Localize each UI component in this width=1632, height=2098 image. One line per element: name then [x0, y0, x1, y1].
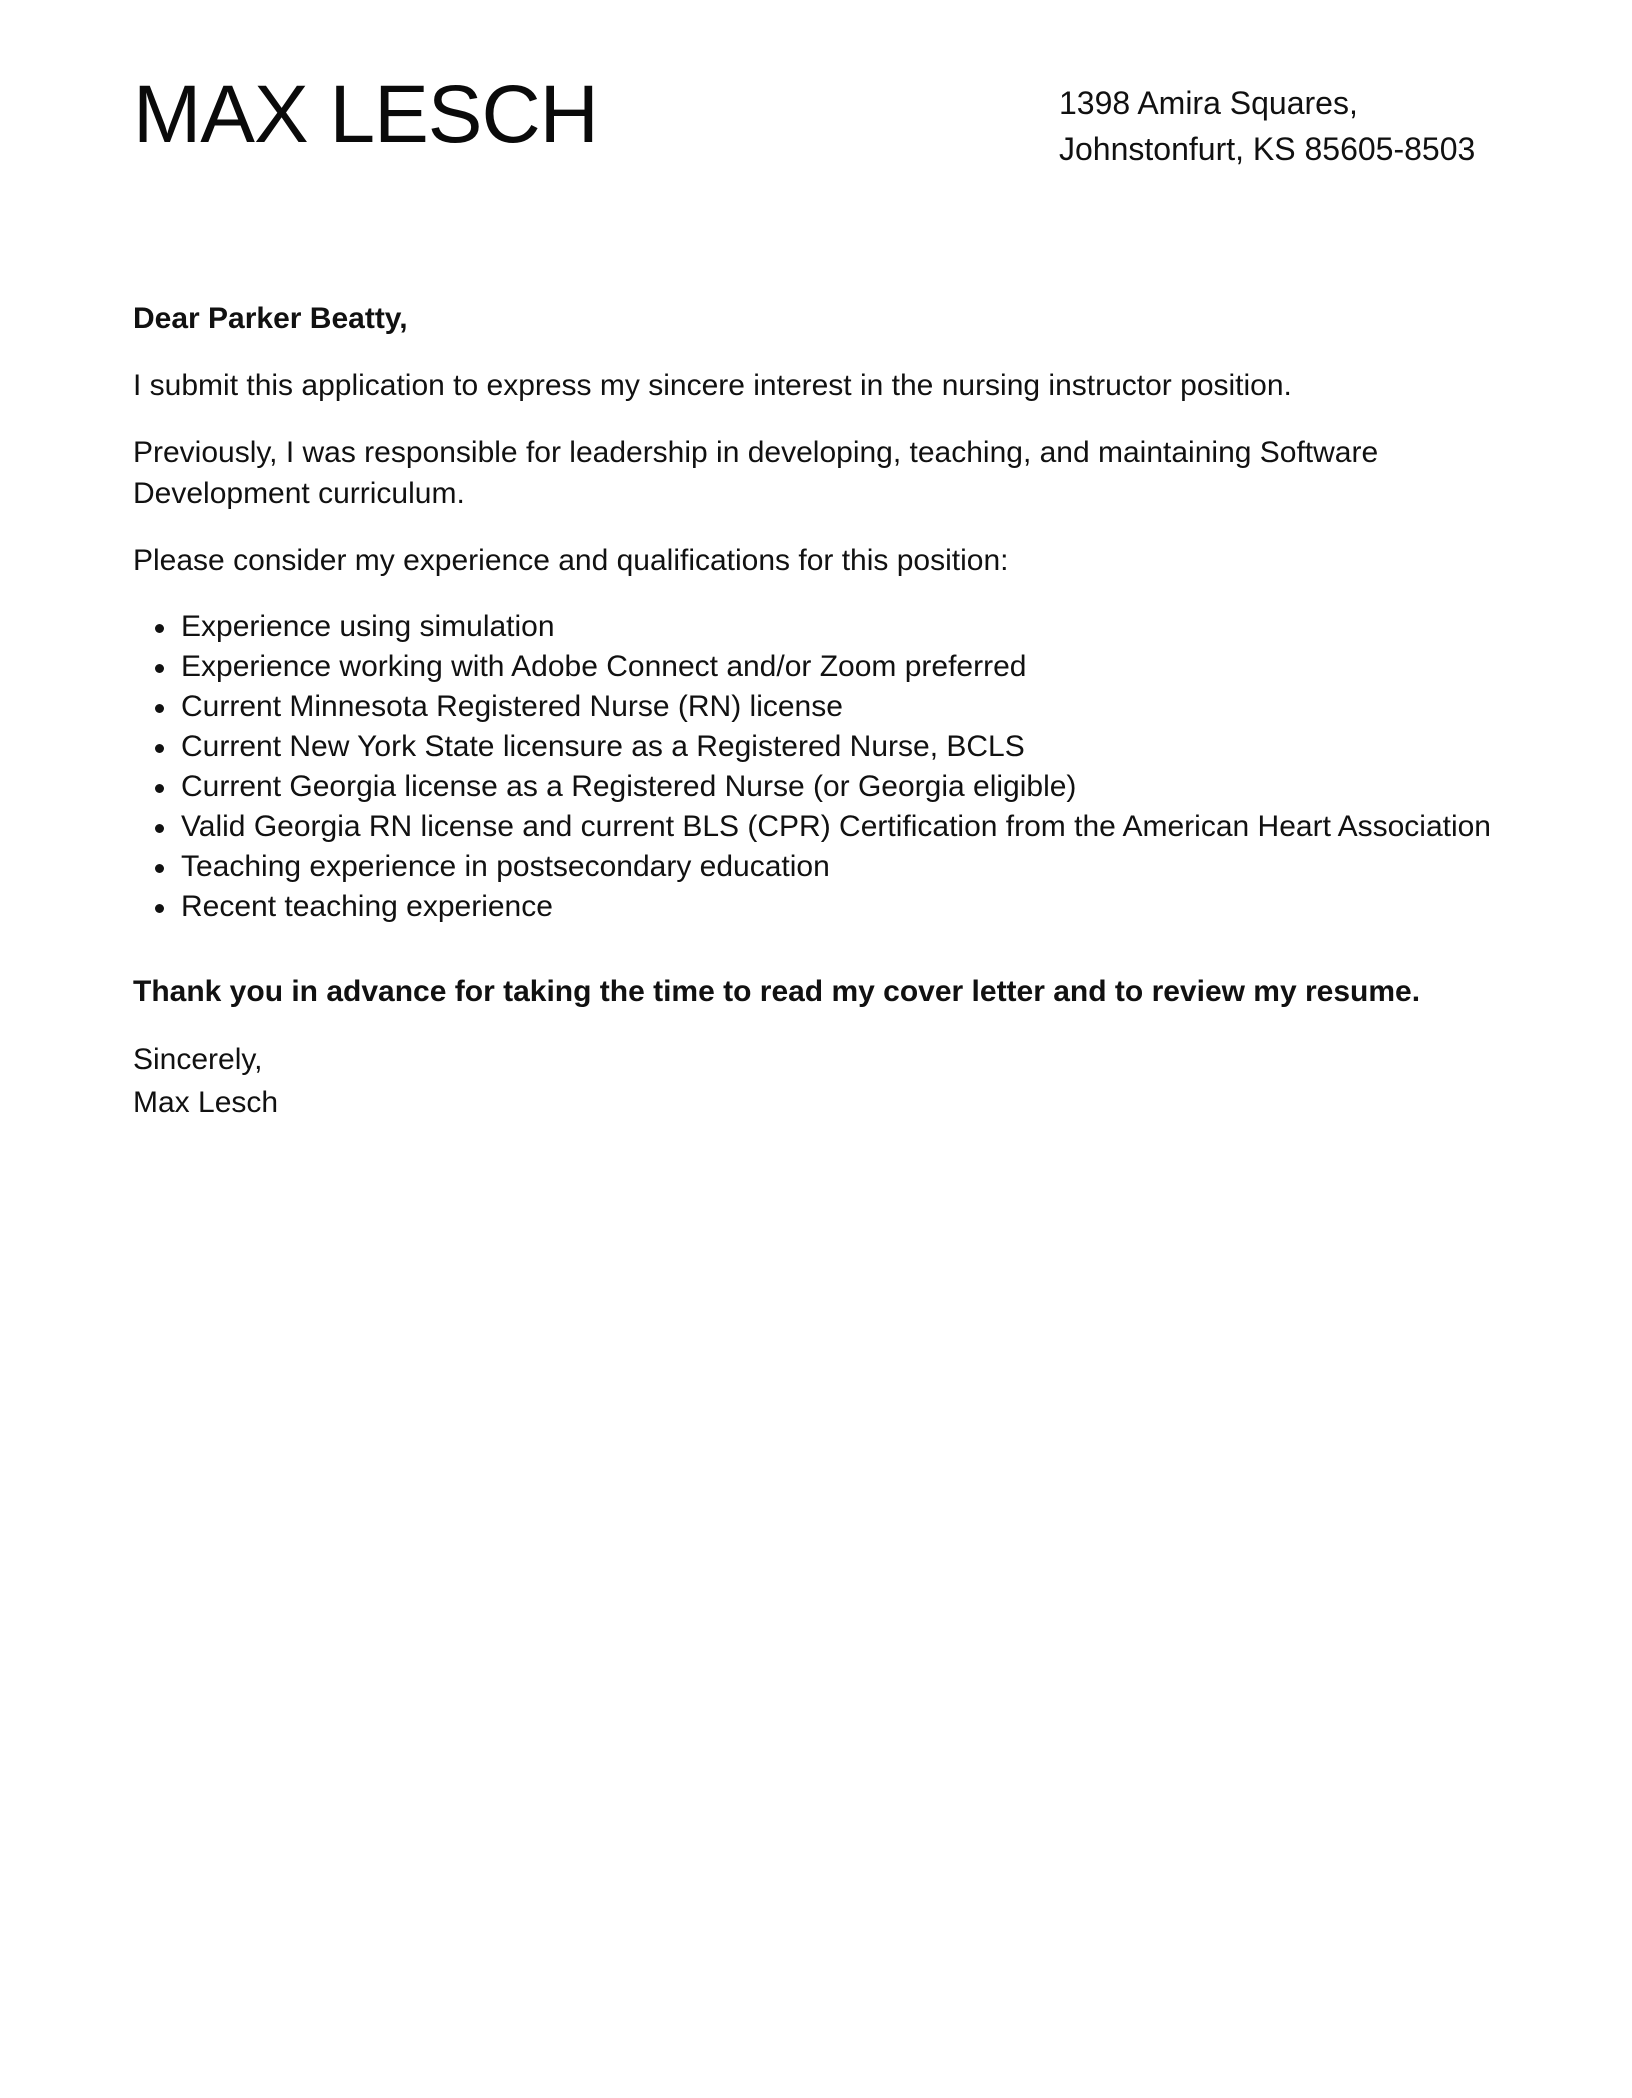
list-item: Valid Georgia RN license and current BLS (CPR) Certification from the American Heart Association — [181, 807, 1493, 847]
applicant-name: MAX LESCH — [133, 69, 598, 160]
list-item: Current Minnesota Registered Nurse (RN) license — [181, 687, 1493, 727]
list-item: Recent teaching experience — [181, 887, 1493, 927]
list-item: Current New York State licensure as a Registered Nurse, BCLS — [181, 727, 1493, 767]
thank-you-paragraph: Thank you in advance for taking the time to read my cover letter and to review my resume. — [133, 975, 1421, 1008]
list-item: Teaching experience in postsecondary education — [181, 847, 1493, 887]
address-line-2: Johnstonfurt, KS 85605-8503 — [1059, 131, 1476, 167]
consider-paragraph: Please consider my experience and qualifications for this position: — [133, 544, 1009, 577]
previous-experience-paragraph: Previously, I was responsible for leadership in developing, teaching, and maintaining Software Development curriculum. — [133, 436, 1379, 510]
signature-name: Max Lesch — [133, 1086, 279, 1119]
list-item: Current Georgia license as a Registered Nurse (or Georgia eligible) — [181, 767, 1493, 807]
closing-text: Sincerely, — [133, 1043, 263, 1076]
list-item: Experience using simulation — [181, 607, 1493, 647]
qualifications-list — [133, 607, 1493, 927]
salutation: Dear Parker Beatty, — [133, 302, 408, 335]
address-block — [1059, 80, 1475, 172]
list-item: Experience working with Adobe Connect and/or Zoom preferred — [181, 647, 1493, 687]
intro-paragraph: I submit this application to express my sincere interest in the nursing instructor position. — [133, 369, 1292, 402]
letter-body — [133, 298, 1493, 1124]
signoff-block — [133, 1038, 1493, 1124]
address-line-1: 1398 Amira Squares, — [1059, 85, 1358, 121]
